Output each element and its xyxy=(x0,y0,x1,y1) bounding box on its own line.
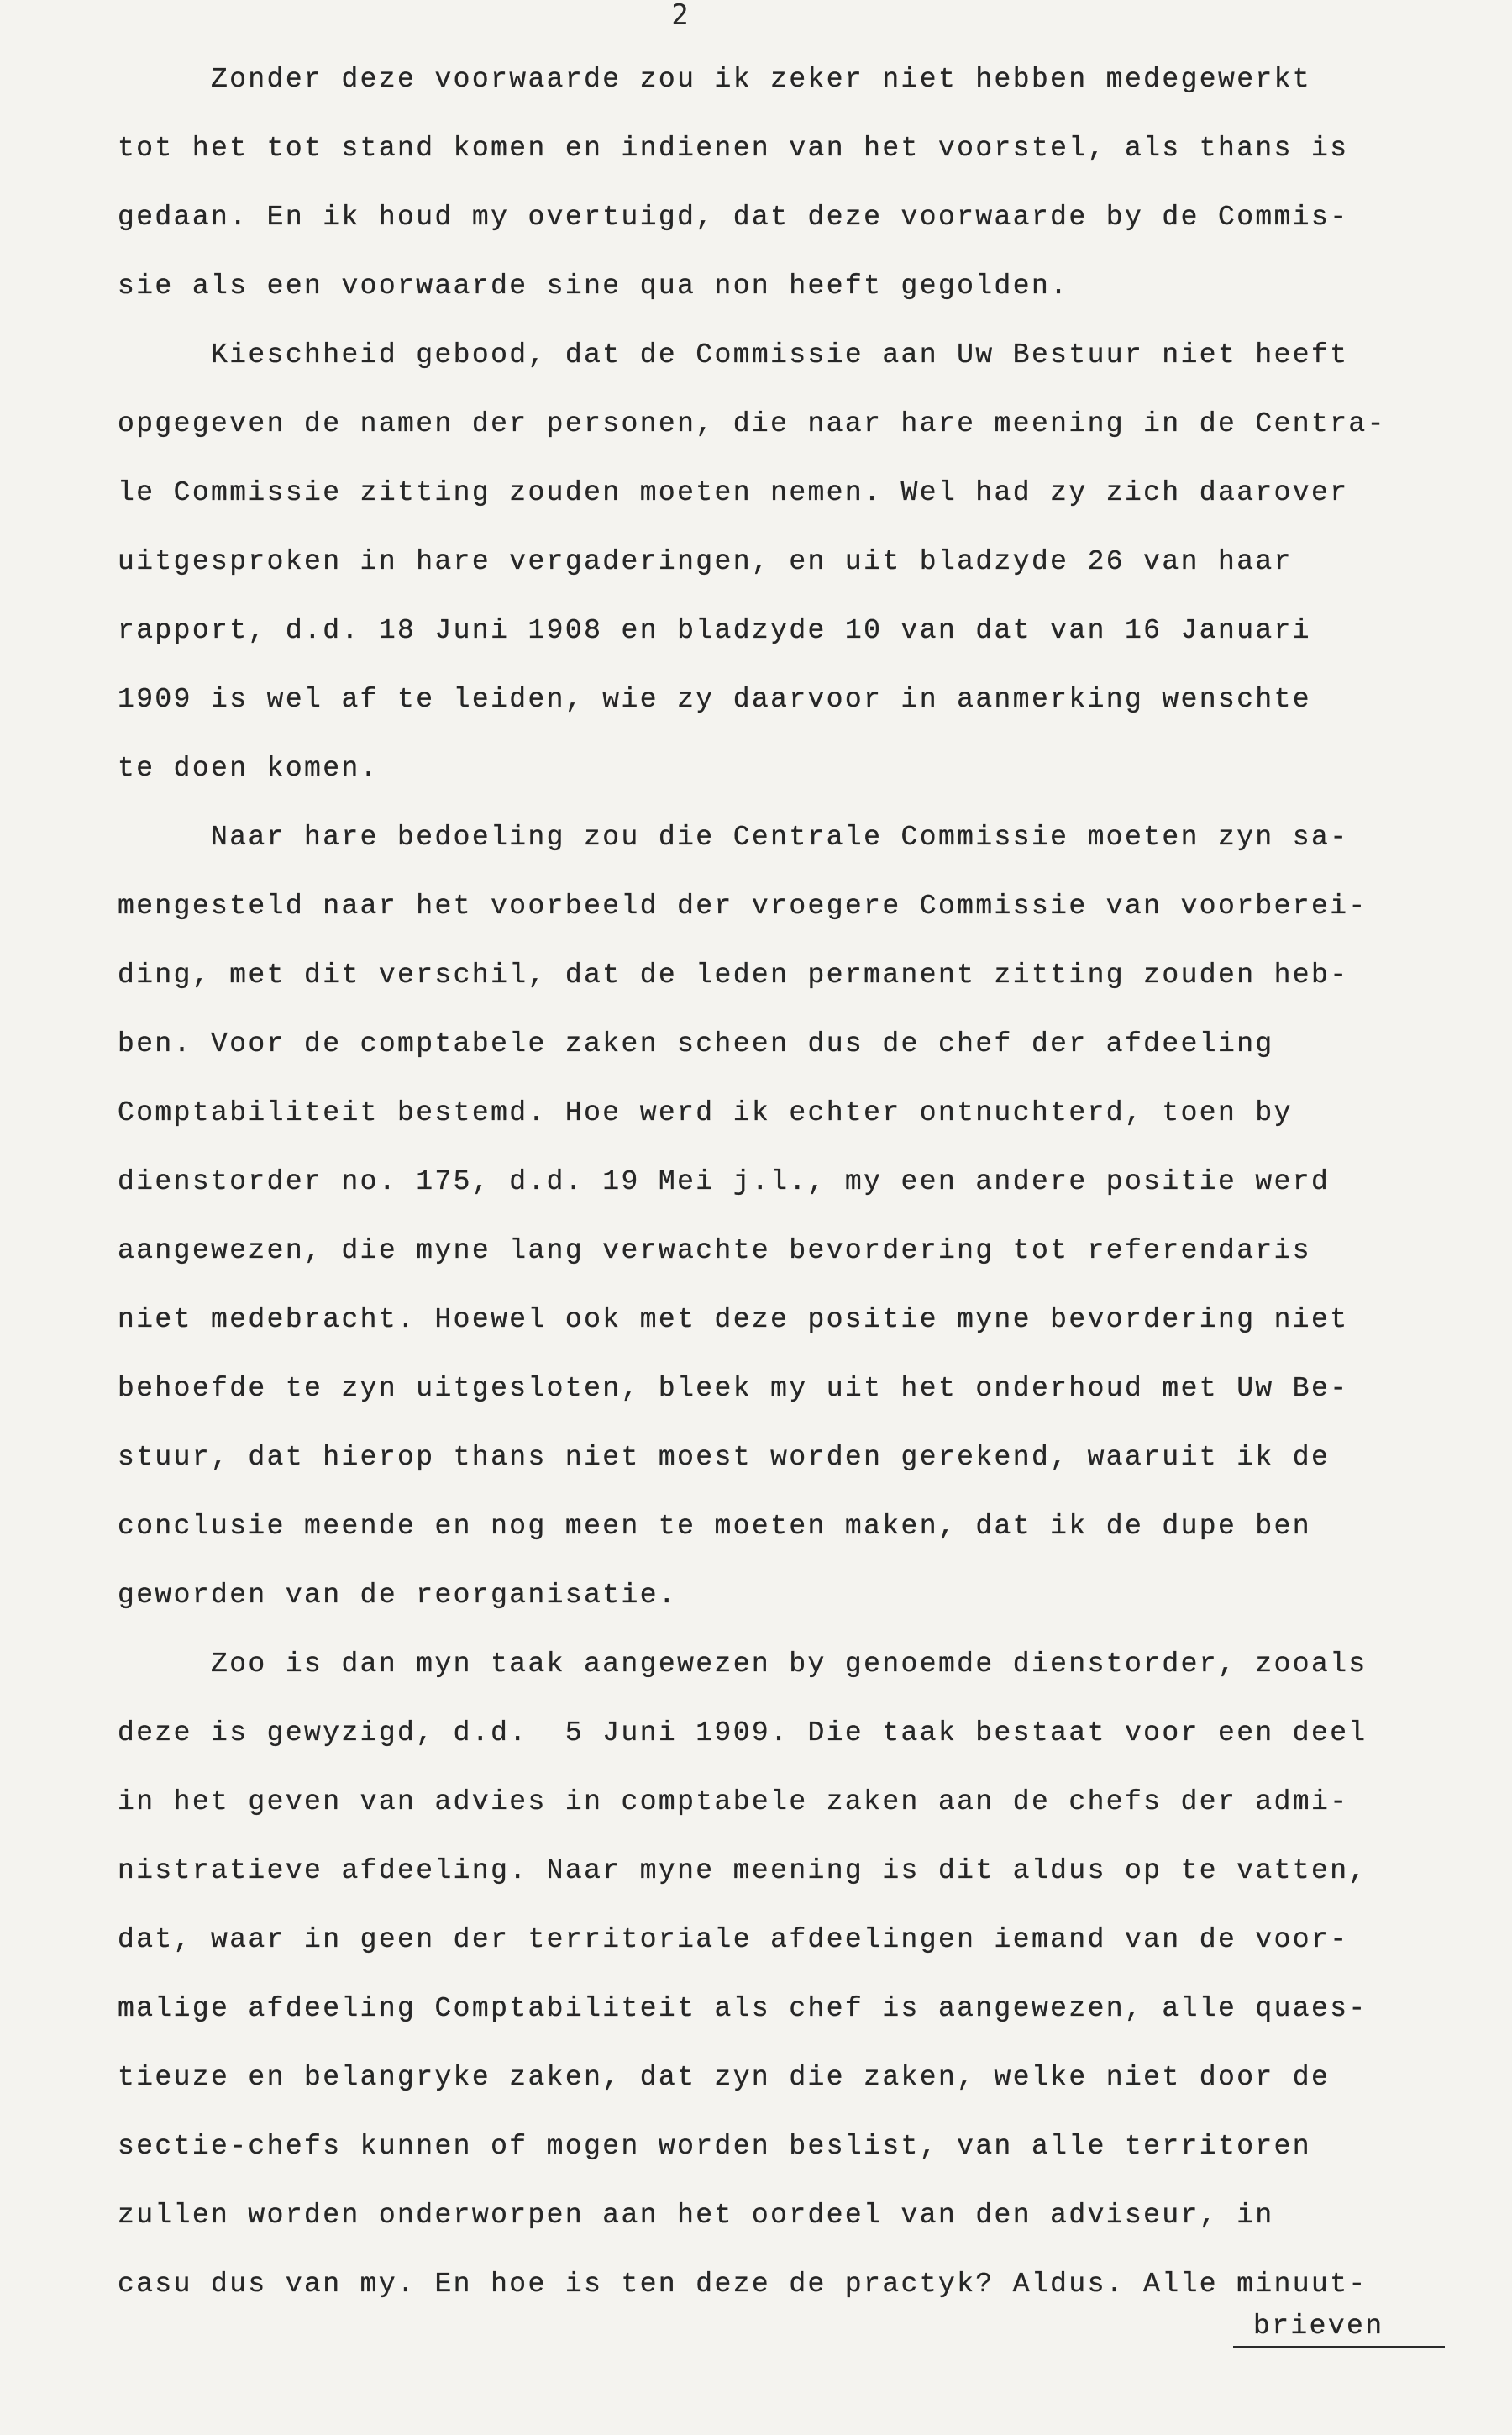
text-line: dienstorder no. 175, d.d. 19 Mei j.l., my een andere positie werd xyxy=(118,1166,1331,1197)
text-line: sie als een voorwaarde sine qua non heeft gegolden. xyxy=(118,271,1069,302)
text-line: Naar hare bedoeling zou die Centrale Commissie moeten zyn sa- xyxy=(118,822,1349,853)
text-line: 1909 is wel af te leiden, wie zy daarvoor in aanmerking wenschte xyxy=(118,684,1312,715)
catchword: brieven xyxy=(1253,2311,1384,2342)
text-line: mengesteld naar het voorbeeld der vroegere Commissie van voorberei- xyxy=(118,891,1368,922)
text-line: le Commissie zitting zouden moeten nemen. Wel had zy zich daarover xyxy=(118,477,1349,508)
text-line: ding, met dit verschil, dat de leden permanent zitting zouden heb- xyxy=(118,960,1349,991)
text-line: deze is gewyzigd, d.d. 5 Juni 1909. Die taak bestaat voor een deel xyxy=(118,1717,1368,1749)
text-line: tieuze en belangryke zaken, dat zyn die zaken, welke niet door de xyxy=(118,2062,1331,2093)
text-line: nistratieve afdeeling. Naar myne meening is dit aldus op te vatten, xyxy=(118,1855,1368,1886)
text-line: te doen komen. xyxy=(118,753,379,784)
text-line: dat, waar in geen der territoriale afdeelingen iemand van de voor- xyxy=(118,1924,1349,1955)
text-line: conclusie meende en nog meen te moeten maken, dat ik de dupe ben xyxy=(118,1511,1312,1542)
text-line: opgegeven de namen der personen, die naar hare meening in de Centra- xyxy=(118,408,1386,439)
text-line: Kieschheid gebood, dat de Commissie aan Uw Bestuur niet heeft xyxy=(118,339,1349,371)
text-line: Zonder deze voorwaarde zou ik zeker niet hebben medegewerkt xyxy=(118,64,1312,95)
text-line: ben. Voor de comptabele zaken scheen dus de chef der afdeeling xyxy=(118,1028,1274,1060)
text-line: niet medebracht. Hoewel ook met deze positie myne bevordering niet xyxy=(118,1304,1349,1335)
text-line: Zoo is dan myn taak aangewezen by genoemde dienstorder, zooals xyxy=(118,1649,1368,1680)
catchword-underline xyxy=(1233,2346,1445,2348)
text-line: casu dus van my. En hoe is ten deze de practyk? Aldus. Alle minuut- xyxy=(118,2269,1368,2300)
text-line: gedaan. En ik houd my overtuigd, dat deze voorwaarde by de Commis- xyxy=(118,202,1349,233)
text-line: malige afdeeling Comptabiliteit als chef is aangewezen, alle quaes- xyxy=(118,1993,1368,2024)
text-line: aangewezen, die myne lang verwachte bevordering tot referendaris xyxy=(118,1235,1312,1266)
text-line: behoefde te zyn uitgesloten, bleek my uit het onderhoud met Uw Be- xyxy=(118,1373,1349,1404)
text-line: stuur, dat hierop thans niet moest worden gerekend, waaruit ik de xyxy=(118,1442,1331,1473)
text-line: sectie-chefs kunnen of mogen worden beslist, van alle territoren xyxy=(118,2131,1312,2162)
text-line: tot het tot stand komen en indienen van het voorstel, als thans is xyxy=(118,133,1349,164)
text-line: uitgesproken in hare vergaderingen, en uit bladzyde 26 van haar xyxy=(118,546,1293,577)
text-line: in het geven van advies in comptabele zaken aan de chefs der admi- xyxy=(118,1786,1349,1817)
text-line: Comptabiliteit bestemd. Hoe werd ik echter ontnuchterd, toen by xyxy=(118,1097,1293,1128)
text-line: geworden van de reorganisatie. xyxy=(118,1580,678,1611)
text-line: rapport, d.d. 18 Juni 1908 en bladzyde 10 van dat van 16 Januari xyxy=(118,615,1312,646)
page-number: 2 xyxy=(671,0,690,32)
text-line: zullen worden onderworpen aan het oordeel van den adviseur, in xyxy=(118,2200,1274,2231)
